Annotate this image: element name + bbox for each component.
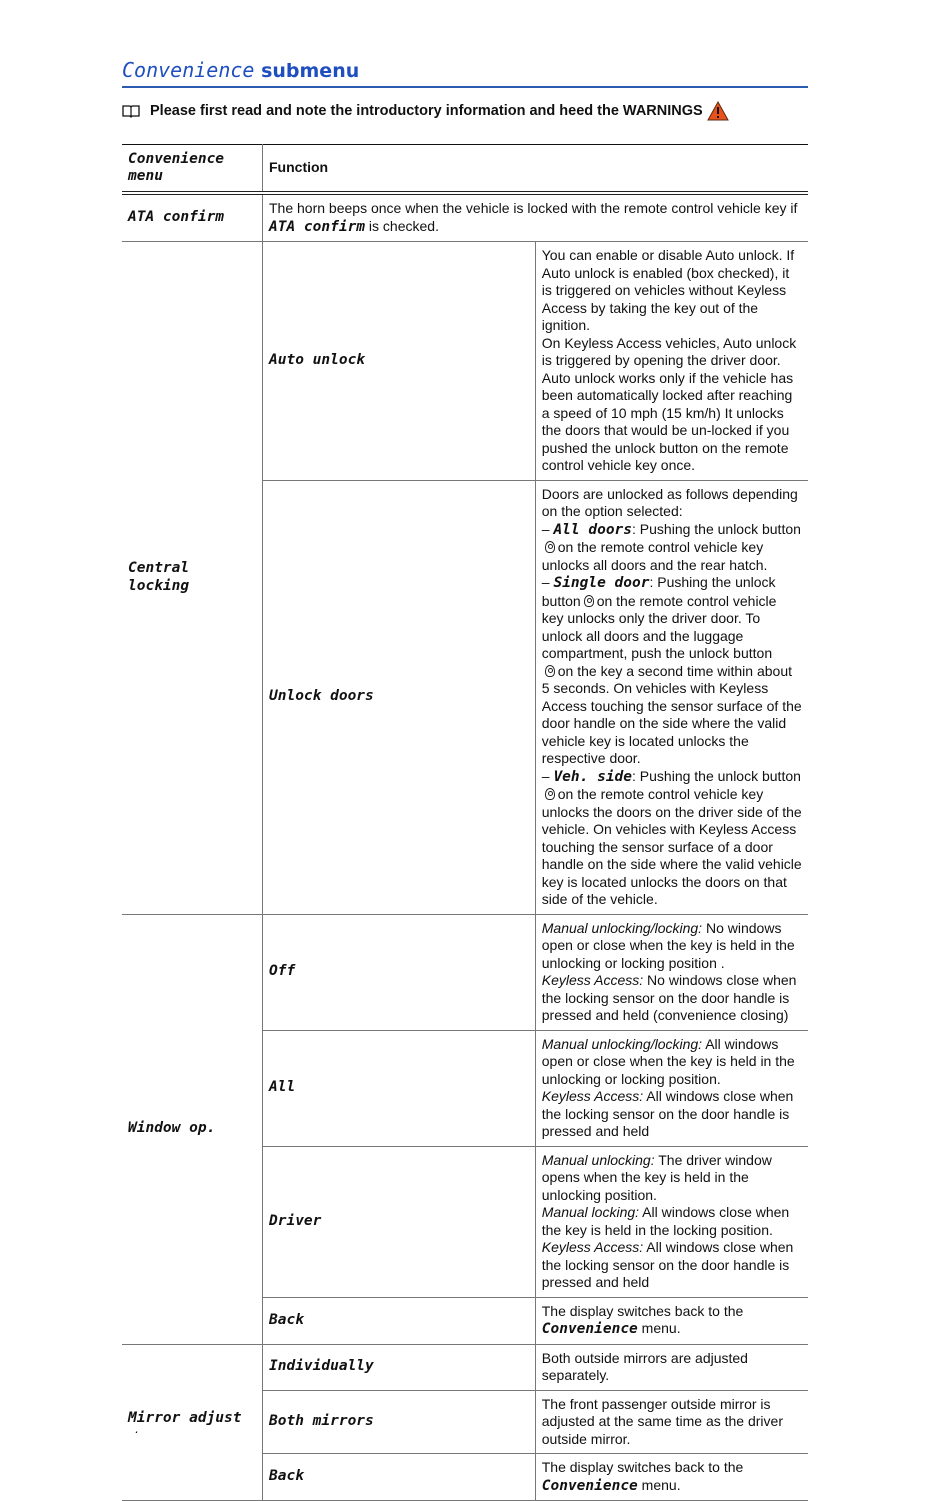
table-row-window-off [122,914,808,1030]
veh-side-term: Veh. side [553,768,633,785]
table-row-auto-unlock [122,242,808,481]
mirror-both-label: Both mirrors [263,1390,536,1454]
ata-term: ATA confirm [269,218,366,235]
window-driver-unlock-text: The driver window opens when the key is held in the unlocking position. [541,1151,772,1203]
window-all-manual [542,1036,802,1089]
window-all-manual-label: Manual unlocking/locking: [541,1035,703,1052]
window-driver-lock-label: Manual locking: [541,1204,640,1220]
mirror-both-description: The front passenger outside mirror is adjusted at the same time as the driver outside mirror. [535,1390,808,1454]
window-all-keyless-text: All windows close when the locking sensor on the door handle is pressed and held [541,1088,794,1139]
single-door-text-b: on the remote control vehicle key unlocks only the driver door. To unlock all doors and the luggage compartment, push the unlock button [541,592,777,661]
page-title-term: Convenience [122,58,255,82]
unlock-key-icon [545,541,555,553]
window-off-description [535,914,808,1030]
window-driver-unlock-label: Manual unlocking: [541,1151,655,1168]
intro-note-text[interactable]: Please first read and note the introductory information and heed the WARNINGS [150,103,703,119]
window-off-label: Off [263,914,536,1030]
table-row-mirror-individually [122,1344,808,1390]
window-all-keyless-label: Keyless Access: [541,1088,644,1104]
auto-unlock-description [535,242,808,481]
mirror-back-term: Convenience [541,1477,638,1494]
mirror-back-description [535,1454,808,1501]
unlock-single-door: – Single door: Pushing the unlock button on the remote control vehicle key unlocks only the driver door. To unlock all doors and the luggage compartment, push the unlock button on the key a second time within about 5 seconds. On vehicles with Keyless Access touching the sensor surface of the door handle on the side where the valid vehicle key is located unlocks the respective door. [541,574,802,766]
window-off-keyless [542,972,802,1025]
intro-note [122,98,808,124]
window-back-label: Back [263,1297,536,1344]
single-door-text-c: on the key a second time within about 5 seconds. On vehicles with Keyless Access touching the sensor surface of the door handle on the side where the valid vehicle key is located unlocks the respective door. [541,662,802,766]
all-doors-text-b: on the remote control vehicle key unlocks all doors and the rear hatch. [541,539,768,573]
header-col1-label: Convenience menu [128,150,225,184]
all-doors-text-a: : Pushing the unlock button [632,520,801,537]
unlock-all-doors: – All doors: Pushing the unlock buttonon the remote control vehicle key unlocks all doors and the rear hatch. [541,520,801,573]
mirror-individually-description: Both outside mirrors are adjusted separately. [535,1344,808,1390]
single-door-text-a: : Pushing the unlock button [541,574,776,609]
window-off-manual-text: No windows open or close when the key is held in the unlocking or locking position . [541,919,795,971]
window-driver-keyless-text: All windows close when the locking sensor on the door handle is pressed and held [541,1239,794,1290]
window-back-term: Convenience [541,1321,638,1337]
window-off-keyless-text: No windows close when the locking sensor on the door handle is pressed and held (convenience closing) [541,972,797,1023]
book-icon [122,104,140,118]
unlock-key-icon [584,595,594,607]
window-all-manual-text: All windows open or close when the key is held in the unlocking or locking position. [541,1035,795,1087]
unlock-key-icon [545,665,555,677]
veh-side-text-a: : Pushing the unlock button [632,767,801,784]
auto-unlock-line1: You can enable or disable Auto unlock. If Auto unlock is enabled (box checked), it is triggered on vehicles without Keyless Access by taking the key out of the ignition. [541,247,795,333]
window-all-description [535,1030,808,1146]
auto-unlock-label: Auto unlock [263,242,536,481]
page-title [122,58,808,88]
mirror-back-text-a: The display switches back to the [541,1459,744,1475]
window-driver-locking [542,1204,802,1239]
window-driver-description [535,1146,808,1297]
unlock-doors-description [535,480,808,914]
unlock-doors-label: Unlock doors [263,480,536,914]
mirror-back-text-b: menu. [637,1476,681,1493]
window-driver-keyless [542,1239,802,1292]
ata-description [263,193,809,242]
table-header-row [122,145,808,194]
header-col1 [122,145,263,194]
window-back-text-a: The display switches back to the [541,1302,744,1319]
veh-side-text-b: on the remote control vehicle key unlocks the doors on the driver side of the vehicle. On vehicles with Keyless Access touching the sensor surface of a door handle on the side where the valid vehicle key is located unlocks the doors on that side of the vehicle. [541,786,802,907]
window-back-text-b: menu. [637,1320,681,1336]
mirror-individually-label: Individually [263,1344,536,1390]
unlock-intro: Doors are unlocked as follows depending on the option selected: [541,485,798,519]
unlock-key-icon [545,788,555,800]
mirror-adjust-cell [122,1344,263,1501]
central-locking-label: Central locking [122,242,263,915]
window-all-label: All [263,1030,536,1146]
window-driver-keyless-label: Keyless Access: [541,1239,644,1255]
mirror-adjust-dot: . [134,1425,141,1436]
window-all-keyless [542,1088,802,1141]
window-driver-lock-text: All windows close when the key is held in the locking position. [541,1204,790,1238]
convenience-table [122,144,808,1501]
window-driver-unlocking [542,1152,802,1205]
window-off-manual-label: Manual unlocking/locking: [541,919,703,936]
ata-text-a: The horn beeps once when the vehicle is locked with the remote control vehicle key if [269,200,798,216]
mirror-adjust-label: Mirror adjust [128,1409,242,1426]
all-doors-term: All doors [553,521,633,538]
single-door-term: Single door [553,575,650,591]
window-off-manual [542,920,802,973]
window-off-keyless-label: Keyless Access: [541,972,644,988]
auto-unlock-line2: On Keyless Access vehicles, Auto unlock is triggered by opening the driver door. Auto unlock works only if the vehicle has been automatically locked after reaching a speed of 10 mph (15 km/h) It unlocks the doors that would be un-locked if you pushed the unlock button on the remote control vehicle key once. [541,334,797,473]
window-driver-label: Driver [263,1146,536,1297]
table-row-ata [122,193,808,242]
mirror-back-label: Back [263,1454,536,1501]
unlock-veh-side: – Veh. side: Pushing the unlock buttonon the remote control vehicle key unlocks the doors on the driver side of the vehicle. On vehicles with Keyless Access touching the sensor surface of a door handle on the side where the valid vehicle key is located unlocks the doors on that side of the vehicle. [541,767,802,907]
ata-text-b: is checked. [365,217,439,234]
ata-label: ATA confirm [122,193,263,242]
window-back-description [535,1297,808,1344]
header-col2: Function [263,145,809,194]
page-title-rest: submenu [254,60,360,82]
window-op-label: Window op. [122,914,263,1344]
warning-triangle-icon[interactable] [707,101,729,121]
